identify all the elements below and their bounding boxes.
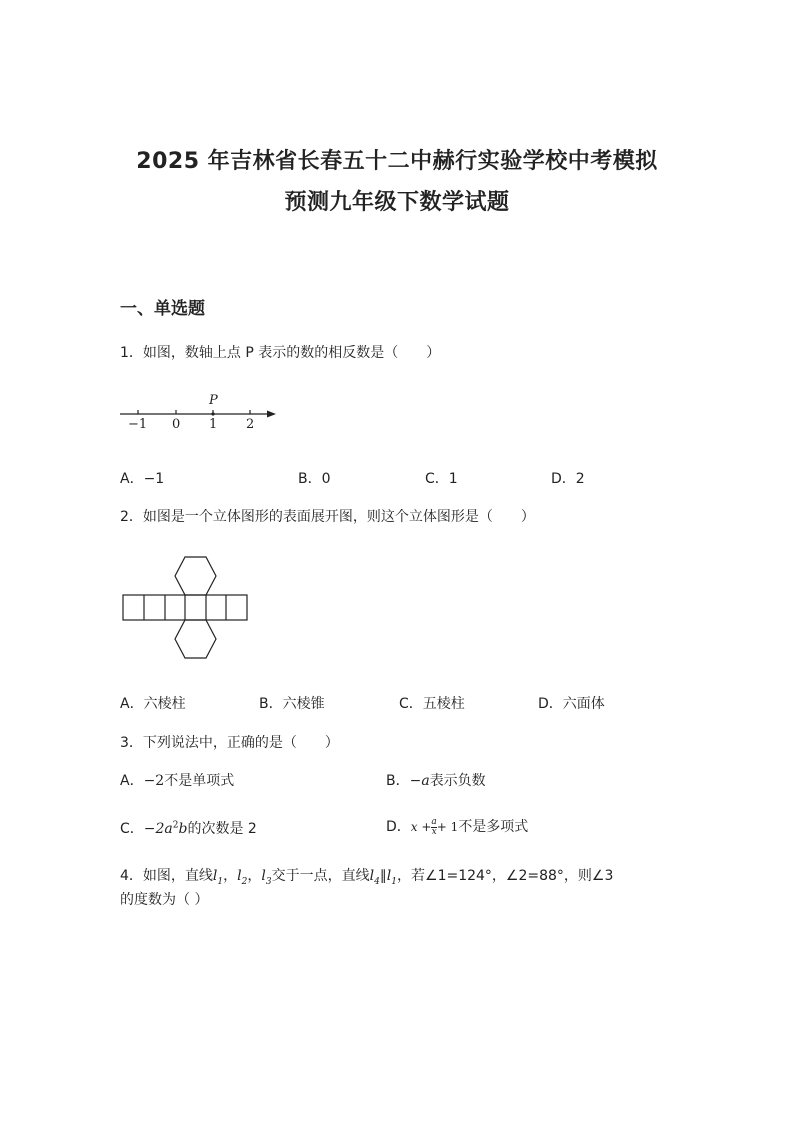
tick-label-minus-1: −1 bbox=[128, 417, 148, 432]
question-1-stem: 1．如图，数轴上点 P 表示的数的相反数是（ ） bbox=[120, 345, 441, 361]
q3-option-c-text: 的次数是 2 bbox=[187, 821, 257, 837]
q3-option-a-label: A． bbox=[120, 773, 144, 789]
q3-option-a bbox=[120, 770, 234, 790]
q4-line-l3: $l_3$ bbox=[261, 868, 272, 887]
q3-option-d-frac-num: a bbox=[431, 816, 437, 827]
q4-line-l2: $l_2$ bbox=[237, 868, 248, 887]
hexagonal-prism-net-figure bbox=[118, 552, 253, 662]
q3-option-d-text: 不是多项式 bbox=[458, 819, 529, 835]
question-4-stem: 4．如图，直线$l_1$，$l_2$，$l_3$交于一点，直线$l_4\parallel l_1$，若∠1=124°，∠2=88°，则∠3 bbox=[120, 868, 614, 887]
q3-option-a-math: −2 bbox=[143, 773, 165, 789]
q3-option-c-math-post: b bbox=[178, 821, 188, 837]
net-top-hexagon bbox=[175, 557, 216, 595]
q3-option-c-sup: 2 bbox=[172, 820, 179, 831]
number-line-arrow bbox=[267, 411, 276, 418]
q3-option-a-text: 不是单项式 bbox=[164, 773, 235, 789]
question-3-stem: 3．下列说法中，正确的是（ ） bbox=[120, 735, 339, 751]
tick-label-2: 2 bbox=[246, 417, 255, 432]
q3-option-b-text: 表示负数 bbox=[429, 773, 486, 789]
q2-option-a: A．六棱柱 bbox=[120, 696, 186, 712]
q3-option-b-label: B． bbox=[386, 773, 410, 789]
question-4-stem-line-2: 的度数为（ ） bbox=[120, 892, 209, 908]
tick-label-0: 0 bbox=[172, 417, 181, 432]
q4-prefix: 4．如图，直线 bbox=[120, 868, 213, 884]
q3-option-d-math-tail: + 1 bbox=[436, 820, 459, 834]
q3-option-b-math: −a bbox=[409, 773, 430, 789]
q4-mid: 交于一点，直线 bbox=[271, 868, 370, 884]
q4-tail: ，若∠1=124°，∠2=88°，则∠3 bbox=[397, 868, 614, 884]
q3-option-c-label: C． bbox=[120, 821, 144, 837]
q3-option-d-math-x: x + bbox=[410, 820, 432, 834]
question-2-stem: 2．如图是一个立体图形的表面展开图，则这个立体图形是（ ） bbox=[120, 509, 535, 525]
point-p bbox=[211, 412, 214, 415]
point-p-label: P bbox=[209, 393, 218, 408]
q3-option-c-math-pre: −2a bbox=[143, 821, 173, 837]
q1-option-d: D．2 bbox=[551, 471, 585, 487]
q3-option-c bbox=[120, 818, 257, 838]
number-line-figure bbox=[118, 390, 283, 432]
page-title-line-1: 2025 年吉林省长春五十二中赫行实验学校中考模拟 bbox=[136, 149, 658, 174]
q4-line-l1: $l_1$ bbox=[212, 868, 224, 887]
net-bottom-hexagon bbox=[175, 620, 216, 658]
q2-option-c: C．五棱柱 bbox=[399, 696, 465, 712]
q2-option-d: D．六面体 bbox=[538, 696, 605, 712]
q1-option-c: C．1 bbox=[425, 471, 458, 487]
q3-option-b bbox=[386, 770, 486, 790]
q4-line-l1-again: $l_1$ bbox=[386, 868, 398, 887]
q4-parallel-symbol: ∥ bbox=[379, 868, 387, 884]
section-heading: 一、单选题 bbox=[120, 299, 205, 319]
tick-label-1: 1 bbox=[209, 417, 218, 432]
q2-option-b: B．六棱锥 bbox=[259, 696, 325, 712]
q1-option-a: A．−1 bbox=[120, 471, 165, 487]
q1-option-b: B．0 bbox=[298, 471, 331, 487]
q4-line-l4: $l_4$ bbox=[369, 868, 380, 887]
q3-option-d-label: D． bbox=[386, 819, 411, 835]
q3-option-d bbox=[386, 816, 528, 837]
q3-option-d-frac-den: x bbox=[431, 826, 437, 837]
page-title-line-2: 预测九年级下数学试题 bbox=[284, 190, 510, 215]
